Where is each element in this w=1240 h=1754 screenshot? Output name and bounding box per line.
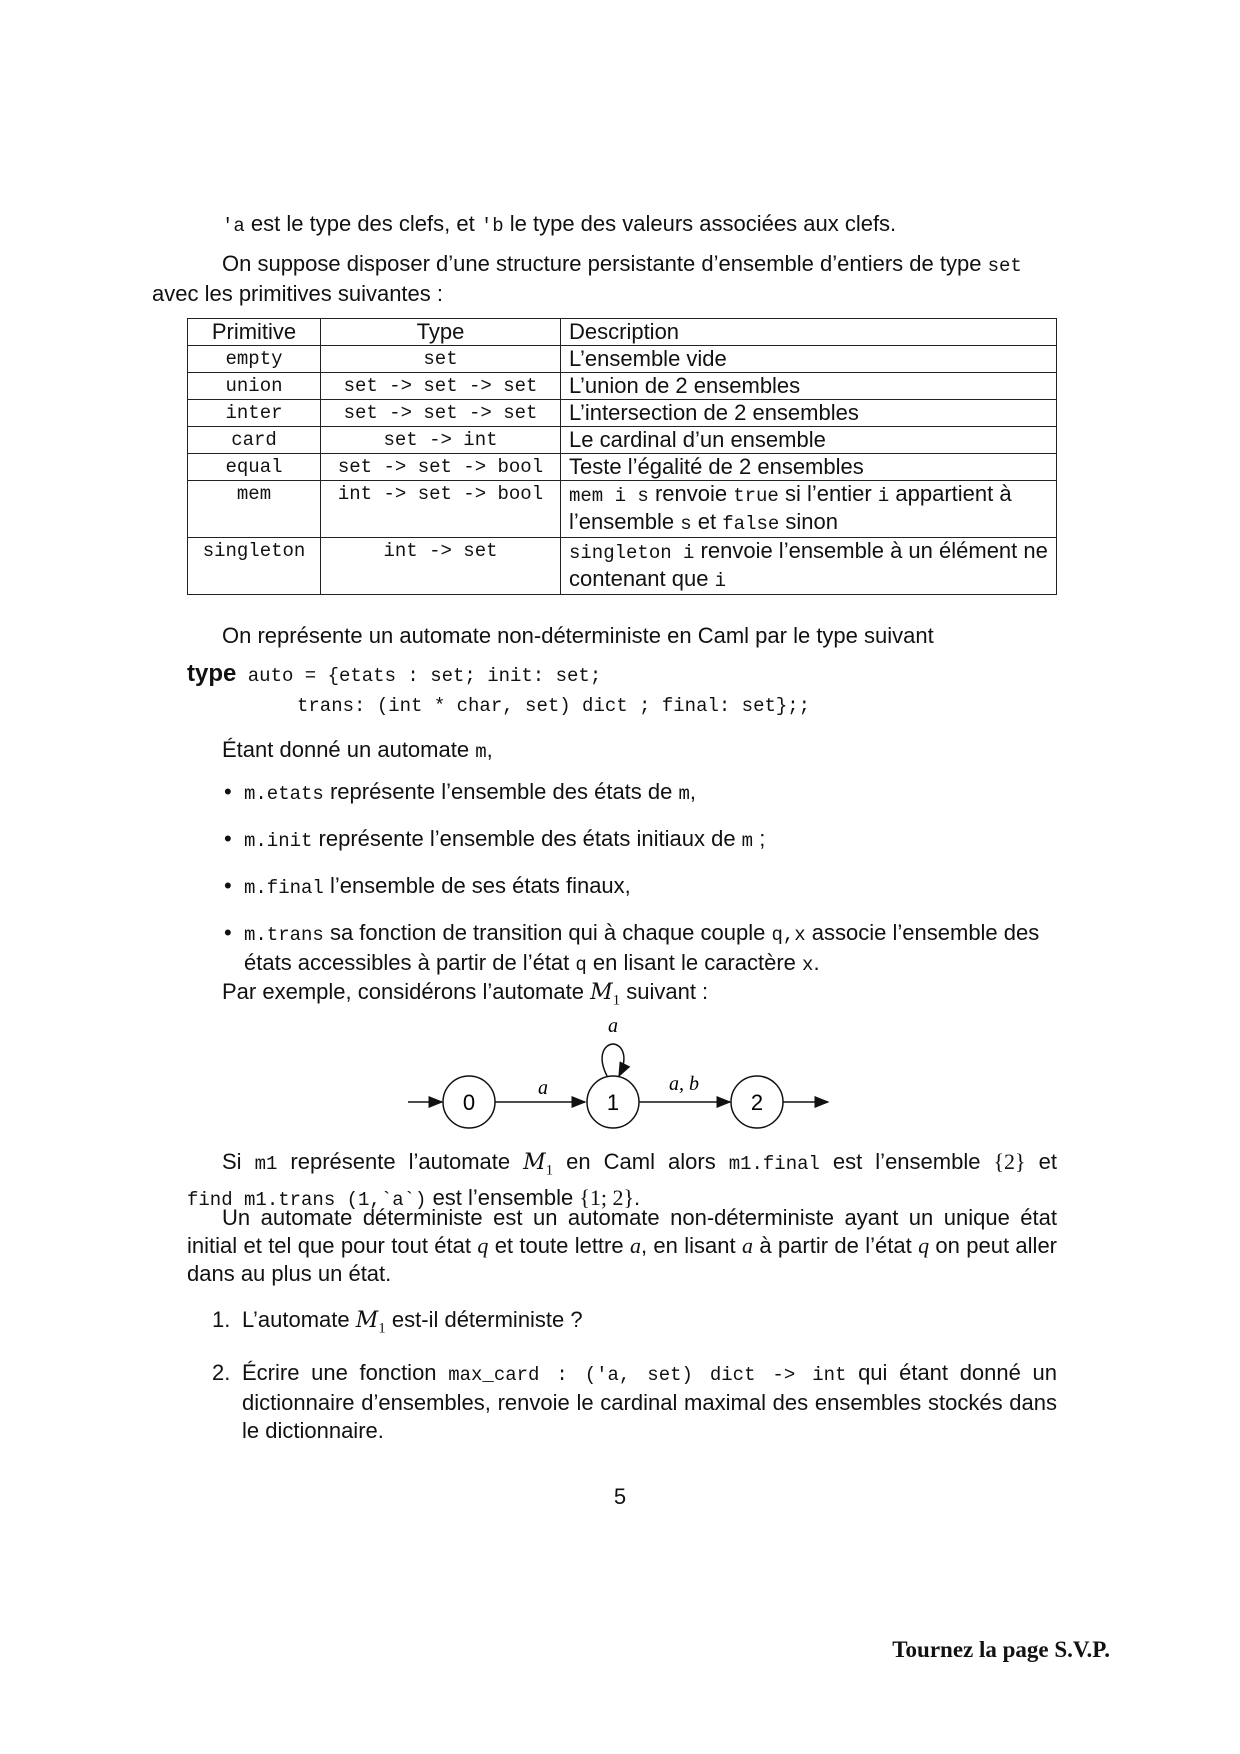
table-row: empty set L’ensemble vide [188, 346, 1057, 373]
questions-list [212, 1306, 1057, 1445]
list-item: • m.trans sa fonction de transition qui à chaque couple q,x associe l’ensemble des états accessibles à partir de l’état q en lisant le caractère x. [224, 920, 1040, 976]
auto-intro: On représente un automate non-déterministe en Caml par le type suivant [222, 623, 934, 648]
edge-0-1-label: a [538, 1077, 548, 1099]
table-header-row [188, 319, 1057, 346]
page-number: 5 [613, 1484, 627, 1509]
table-row: singleton int -> set singleton i renvoie l’ensemble à un élément ne contenant que i [188, 538, 1057, 595]
given-line: Étant donné un automate m, [222, 737, 493, 763]
type-declaration: type auto = {etats : set; init: set; trans: (int * char, set) dict ; final: set};; [187, 660, 811, 717]
list-item: • m.etats représente l’ensemble des états de m, [224, 779, 697, 805]
state-1-label: 1 [606, 1090, 620, 1115]
code-type-a: 'a [222, 215, 245, 237]
mem-description: mem i s renvoie true si l’entier i appartient à l’ensemble s et false sinon [561, 481, 1057, 538]
loop-1 [602, 1044, 624, 1076]
list-item: 1. L’automate $M_1$ est-il déterministe ? [212, 1307, 583, 1337]
intro-line-1: 'a est le type des clefs, et 'b le type des valeurs associées aux clefs. [222, 211, 897, 237]
paragraph-deterministe: Un automate déterministe est un automate non-déterministe ayant un unique état initial et tel que pour tout état q et toute lettre a, en lisant a à partir de l’état q on peut aller dans au plus un état. [187, 1205, 1058, 1286]
automaton-diagram [400, 1010, 840, 1150]
state-0-label: 0 [462, 1090, 476, 1115]
table-row: card set -> int Le cardinal d’un ensemble [188, 427, 1057, 454]
header-primitive: Primitive [188, 319, 321, 346]
code-type-b: 'b [480, 215, 504, 237]
header-description: Description [561, 319, 1057, 346]
bullet-list [224, 778, 1057, 979]
header-type: Type [321, 319, 561, 346]
paragraph-si: Si m1 représente l’automate $M_1$ en Caml alors m1.final est l’ensemble {2} et find m1.trans (1,`a`) est l’ensemble {1; 2}. [187, 1149, 1057, 1212]
loop-1-label: a [608, 1015, 618, 1037]
table-row: union set -> set -> set L’union de 2 ensembles [188, 373, 1057, 400]
list-item: • m.final l’ensemble de ses états finaux, [224, 873, 631, 899]
list-item: • m.init représente l’ensemble des états initiaux de m ; [224, 826, 766, 852]
state-2-label: 2 [750, 1090, 764, 1115]
intro-paragraph: On suppose disposer d’une structure persistante d’ensemble d’entiers de type set avec les primitives suivantes : [152, 251, 1022, 306]
footer-turn-page: Tournez la page S.V.P. [892, 1637, 1110, 1662]
example-line: Par exemple, considérons l’automate $M_1$ suivant : [222, 979, 709, 1009]
table-row: mem int -> set -> bool mem i s renvoie true si l’entier i appartient à l’ensemble s et false sinon [188, 481, 1057, 538]
primitives-table [187, 318, 1057, 595]
table-row: inter set -> set -> set L’intersection de 2 ensembles [188, 400, 1057, 427]
table-row: equal set -> set -> bool Teste l’égalité de 2 ensembles [188, 454, 1057, 481]
keyword-type: type [187, 660, 237, 687]
list-item: 2. Écrire une fonction max_card : ('a, set) dict -> int qui étant donné un dictionnaire d’ensembles, renvoie le cardinal maximal des ensembles stockés dans le dictionnaire. [212, 1360, 1058, 1444]
singleton-description: singleton i renvoie l’ensemble à un élément ne contenant que i [561, 538, 1057, 595]
edge-1-2-label: a, b [669, 1073, 699, 1095]
